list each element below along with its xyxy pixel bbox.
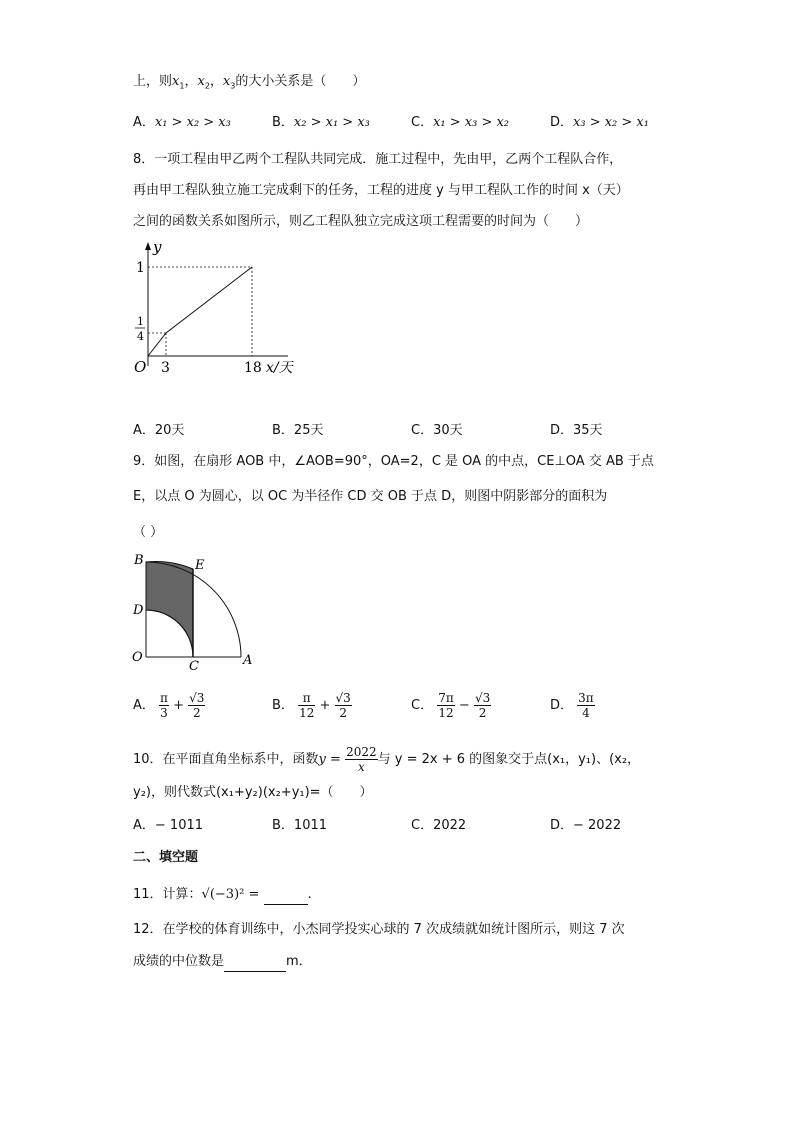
q8-y-arrow — [145, 242, 151, 250]
q8-option-a[interactable]: A．20天 — [133, 423, 185, 438]
q9-label-o: O — [132, 650, 143, 665]
q11-answer-blank[interactable] — [264, 884, 308, 905]
section-title-fill-in: 二、填空题 — [133, 850, 199, 865]
q8-y-tick-frac-num: 1 — [137, 315, 144, 328]
q8-y-label: y — [153, 238, 162, 256]
q9-shaded-region — [146, 561, 193, 657]
q8-option-c[interactable]: C．30天 — [411, 423, 463, 438]
q8-stem-line2: 再由甲工程队独立施工完成剩下的任务，工程的进度 y 与甲工程队工作的时间 x（天） — [133, 183, 629, 198]
q9-sector-figure — [128, 548, 268, 672]
q7-option-c[interactable]: C．x₁ > x₃ > x₂ — [411, 115, 510, 130]
q9-option-b[interactable]: B． $\frac{\pi}{12}$ + $\frac{√3}{2}$ — [272, 691, 351, 720]
q7-option-a[interactable]: A．x₁ > x₂ > x₃ — [133, 115, 231, 130]
q10-option-a[interactable]: A．− 1011 — [133, 818, 204, 833]
q10-option-d[interactable]: D．− 2022 — [550, 818, 622, 833]
q7-option-d[interactable]: D．x₃ > x₂ > x₁ — [550, 115, 649, 130]
q9-label-d: D — [133, 603, 144, 618]
q9-option-a[interactable]: A． $\frac{\pi}{3}$ + $\frac{√3}{2}$ — [133, 691, 205, 720]
q12-answer-blank[interactable] — [224, 951, 286, 972]
q10-stem-line1: 10．在平面直角坐标系中，函数y = $\frac{2022}{x}$ 与 y = 2x + 6 的图象交于点(x₁，y₁)、(x₂， — [133, 745, 641, 774]
q8-x-label: x/天 — [266, 360, 293, 376]
q8-x-tick-18: 18 — [244, 360, 262, 376]
q8-option-b[interactable]: B．25天 — [272, 423, 324, 438]
q10-stem-line2: y₂)，则代数式(x₁+y₂)(x₂+y₁)=（ ） — [133, 785, 373, 800]
q11-stem: 11．计算：√(−3)² = . — [133, 884, 312, 905]
q12-stem-line1: 12．在学校的体育训练中，小杰同学投实心球的 7 次成绩就如统计图所示，则这 7 次 — [133, 922, 625, 937]
q10-option-c[interactable]: C．2022 — [411, 818, 467, 833]
q8-line-graph — [148, 267, 252, 356]
q8-graph — [128, 238, 308, 380]
q9-stem-line3: （ ） — [133, 525, 164, 540]
q9-label-b: B — [134, 553, 144, 568]
q10-option-b[interactable]: B．1011 — [272, 818, 328, 833]
q9-option-c[interactable]: C． $\frac{7\pi}{12}$ − $\frac{√3}{2}$ — [411, 691, 491, 720]
q7-stem: 上，则$x_1$，$x_2$，$x_3$的大小关系是（ ） — [133, 74, 366, 91]
q8-stem-line1: 8．一项工程由甲乙两个工程队共同完成．施工过程中，先由甲，乙两个工程队合作， — [133, 152, 623, 167]
q8-option-d[interactable]: D．35天 — [550, 423, 603, 438]
q9-label-c: C — [189, 659, 199, 672]
q7-option-b[interactable]: B．x₂ > x₁ > x₃ — [272, 115, 370, 130]
q8-y-tick-frac-den: 4 — [137, 330, 144, 343]
q12-stem-line2: 成绩的中位数是 m． — [133, 951, 312, 972]
q8-stem-line3: 之间的函数关系如图所示，则乙工程队独立完成这项工程需要的时间为（ ） — [133, 214, 589, 229]
q8-y-tick-1: 1 — [136, 260, 145, 276]
q9-stem-line1: 9．如图，在扇形 AOB 中，∠AOB=90°，OA=2，C 是 OA 的中点，CE⊥OA 交 AB 于点 — [133, 454, 654, 469]
q8-x-tick-3: 3 — [161, 360, 170, 376]
q9-stem-line2: E，以点 O 为圆心，以 OC 为半径作 CD 交 OB 于点 D，则图中阴影部分的面积为 — [133, 489, 608, 504]
q8-origin: O — [134, 358, 147, 376]
q9-option-d[interactable]: D． $\frac{3\pi}{4}$ — [550, 691, 594, 720]
q9-label-e: E — [195, 558, 205, 573]
q9-label-a: A — [243, 653, 253, 668]
